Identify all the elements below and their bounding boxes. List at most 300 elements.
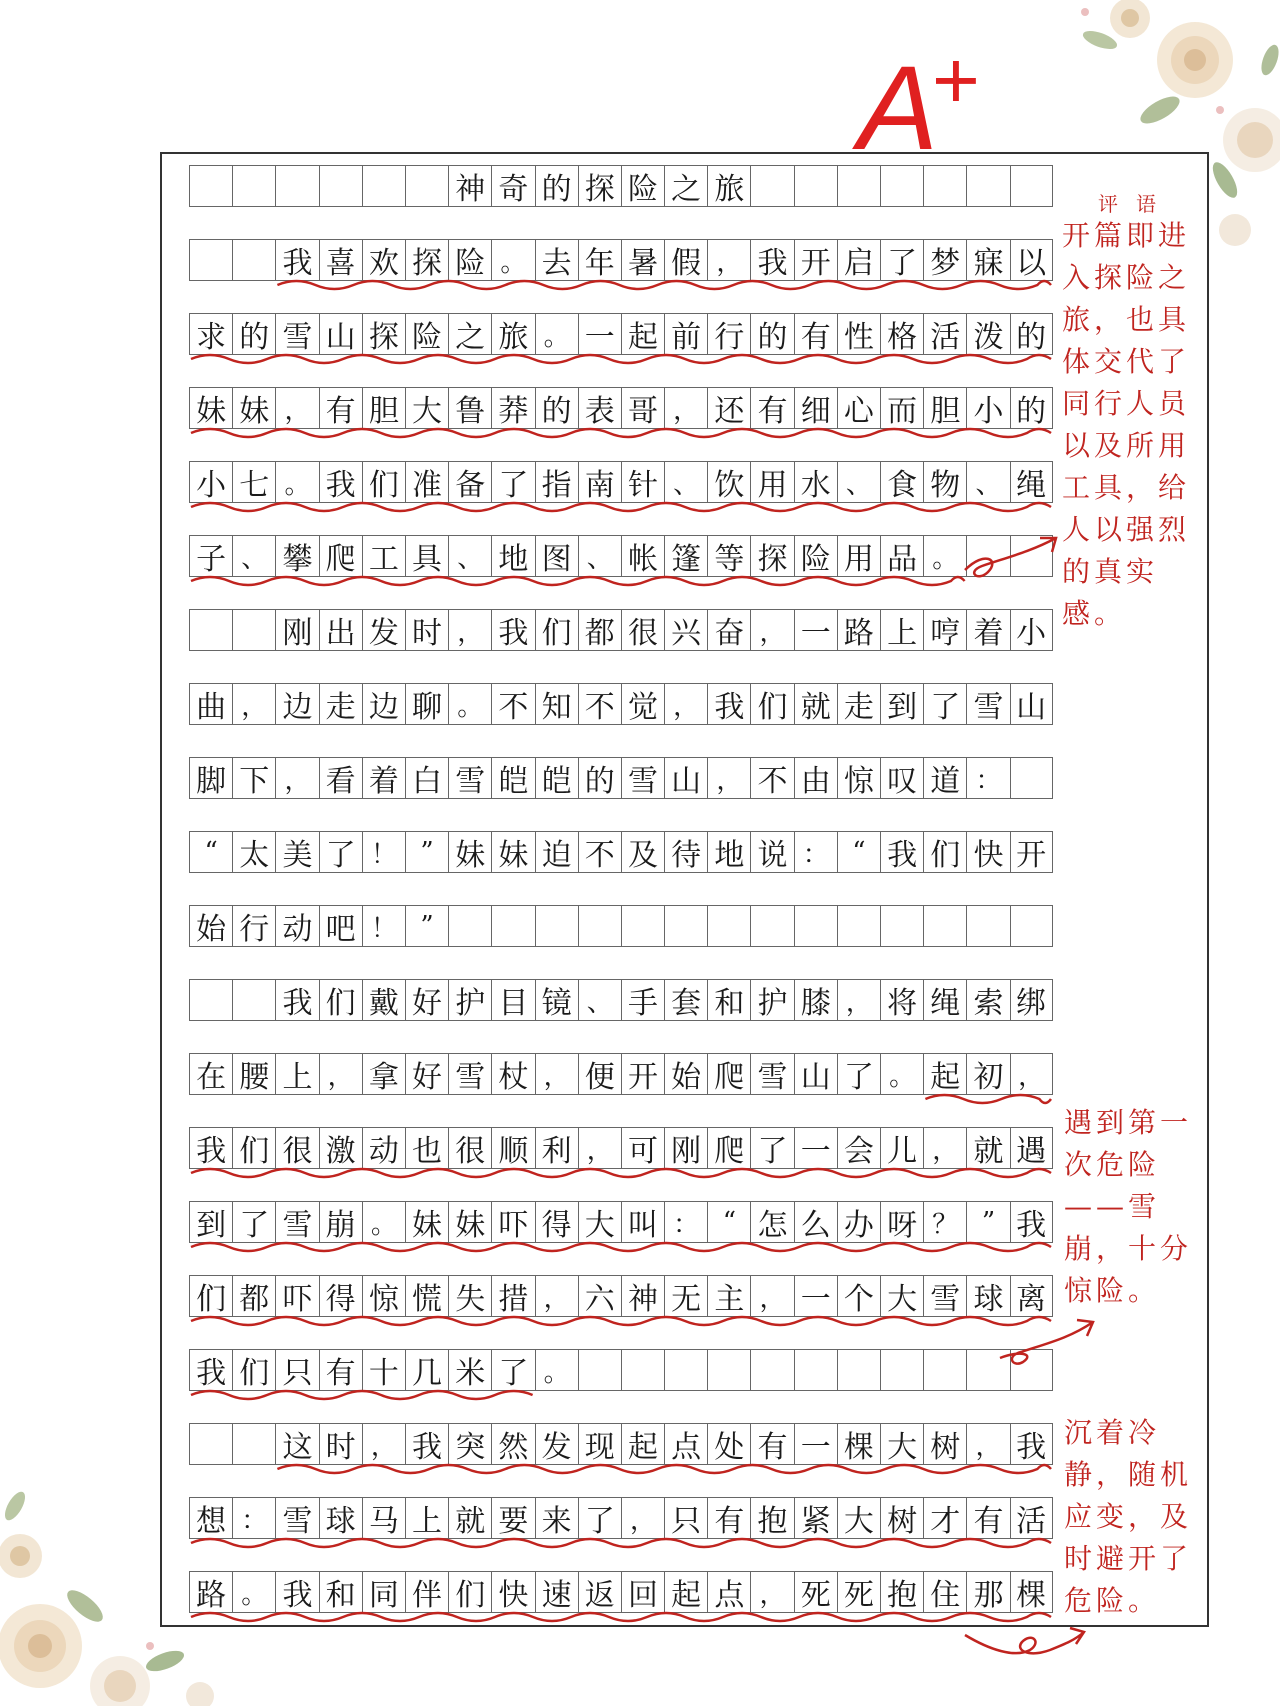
grid-cell: 行: [232, 906, 275, 946]
grid-cell: 梦: [923, 240, 966, 280]
grid-cell: 攀: [275, 536, 318, 576]
grid-cell: 十: [362, 1350, 405, 1390]
grid-cell: 始: [189, 906, 232, 946]
grid-cell: ，: [707, 240, 750, 280]
grid-cell: 寐: [966, 240, 1009, 280]
grid-cell: 会: [837, 1128, 880, 1168]
row-spacing: [189, 873, 1053, 905]
grid-cell: 不: [750, 758, 793, 798]
grid-cell: 只: [275, 1350, 318, 1390]
grid-cell: [837, 906, 880, 946]
grid-cell: 雪: [448, 1054, 491, 1094]
grid-cell: 们: [232, 1128, 275, 1168]
grid-cell: [664, 1350, 707, 1390]
grid-cell: ，: [362, 1424, 405, 1464]
grid-cell: 起: [621, 1424, 664, 1464]
grid-cell: 起: [664, 1572, 707, 1612]
grid-cell: 怎: [750, 1202, 793, 1242]
essay-line: [189, 831, 1053, 905]
grid-cells: [189, 387, 1053, 429]
grid-cell: 曲: [189, 684, 232, 724]
grid-cell: 子: [189, 536, 232, 576]
grid-cell: 爬: [319, 536, 362, 576]
grid-cell: 始: [664, 1054, 707, 1094]
grid-cell: 指: [535, 462, 578, 502]
grid-cell: 工: [362, 536, 405, 576]
grid-cell: 护: [448, 980, 491, 1020]
grid-cell: 。: [275, 462, 318, 502]
grid-cell: 、: [578, 536, 621, 576]
grid-cell: 行: [707, 314, 750, 354]
grid-cell: 我: [275, 980, 318, 1020]
grid-cell: 的: [750, 314, 793, 354]
grid-cell: ，: [535, 1276, 578, 1316]
grid-cell: 们: [448, 1572, 491, 1612]
grid-cell: 同: [362, 1572, 405, 1612]
grid-cell: 们: [319, 980, 362, 1020]
grid-cell: 死: [794, 1572, 837, 1612]
red-wavy-underline: [189, 1609, 1053, 1629]
grid-cell: 看: [319, 758, 362, 798]
grid-cell: 不: [491, 684, 534, 724]
grid-cell: 紧: [794, 1498, 837, 1538]
grid-cell: 道: [923, 758, 966, 798]
grid-cell: ，: [707, 758, 750, 798]
grid-cell: 爬: [707, 1054, 750, 1094]
grid-cell: 备: [448, 462, 491, 502]
grid-cells: [189, 757, 1053, 799]
grid-cell: 、: [448, 536, 491, 576]
red-wavy-underline: [189, 351, 1053, 371]
grid-cell: 抱: [880, 1572, 923, 1612]
grid-cell: [923, 1350, 966, 1390]
grid-cell: 。: [923, 536, 966, 576]
grid-cell: 山: [1010, 684, 1053, 724]
grid-cell: 奇: [491, 166, 534, 206]
grid-cell: ”: [405, 832, 448, 872]
grid-cell: ：: [966, 758, 1009, 798]
grid-cell: ，: [966, 1424, 1009, 1464]
grid-cell: 索: [966, 980, 1009, 1020]
row-spacing: [189, 725, 1053, 757]
grid-cell: 白: [405, 758, 448, 798]
grid-cell: ，: [232, 684, 275, 724]
grid-cell: 、: [664, 462, 707, 502]
grid-cell: 想: [189, 1498, 232, 1538]
grid-cell: 我: [750, 240, 793, 280]
grid-cell: 假: [664, 240, 707, 280]
grid-cell: ：: [232, 1498, 275, 1538]
red-wavy-underline: [189, 1239, 1053, 1259]
grid-cells: [189, 683, 1053, 725]
grid-cell: 慌: [405, 1276, 448, 1316]
grid-cell: 妹: [448, 1202, 491, 1242]
grid-cell: [1010, 166, 1053, 206]
grid-cell: ！: [362, 832, 405, 872]
wavy-line-segment: [191, 503, 1051, 511]
grid-cell: 妹: [448, 832, 491, 872]
wavy-line-segment: [191, 1391, 533, 1399]
grid-cell: ：: [794, 832, 837, 872]
essay-line: [189, 1127, 1053, 1201]
grid-cells: [189, 1127, 1053, 1169]
grid-cell: 妹: [491, 832, 534, 872]
grid-cell: [578, 906, 621, 946]
grid-cell: [966, 166, 1009, 206]
grid-cell: [1010, 906, 1053, 946]
grid-cell: 镜: [535, 980, 578, 1020]
grid-cell: 雪: [448, 758, 491, 798]
grid-cell: 几: [405, 1350, 448, 1390]
grid-cell: 到: [880, 684, 923, 724]
grid-cell: 雪: [750, 1054, 793, 1094]
red-wavy-underline: [189, 1461, 1053, 1481]
grid-cell: 办: [837, 1202, 880, 1242]
grid-cell: 的: [535, 166, 578, 206]
grid-cell: 才: [923, 1498, 966, 1538]
grid-cell: 了: [578, 1498, 621, 1538]
grid-cell: 太: [232, 832, 275, 872]
grid-cell: [1010, 758, 1053, 798]
grid-cell: ，: [750, 1572, 793, 1612]
grid-cell: 快: [966, 832, 1009, 872]
grid-cells: [189, 979, 1053, 1021]
essay-line: [189, 1349, 1053, 1423]
grid-cell: 有: [750, 388, 793, 428]
grid-cells: [189, 313, 1053, 355]
red-wavy-underline: [189, 1535, 1053, 1555]
grid-cell: 胆: [362, 388, 405, 428]
grade-plus-sign: +: [932, 35, 980, 126]
grid-cell: 和: [319, 1572, 362, 1612]
grid-cell: ？: [923, 1202, 966, 1242]
wavy-line-segment: [191, 1613, 1051, 1621]
grid-cell: 们: [750, 684, 793, 724]
grid-cells: [189, 609, 1053, 651]
wavy-line-segment: [191, 1539, 1051, 1547]
grid-cells: [189, 461, 1053, 503]
grid-cell: [232, 1424, 275, 1464]
grid-cell: 叫: [621, 1202, 664, 1242]
grid-cells: [189, 1201, 1053, 1243]
red-wavy-underline: [189, 573, 1053, 593]
grid-cell: 莽: [491, 388, 534, 428]
grid-cell: 哼: [923, 610, 966, 650]
grid-cell: 有: [319, 1350, 362, 1390]
grid-cell: 好: [405, 1054, 448, 1094]
grid-cell: 大: [578, 1202, 621, 1242]
grid-cell: 。: [535, 314, 578, 354]
grid-cell: 拿: [362, 1054, 405, 1094]
grid-cell: 脚: [189, 758, 232, 798]
grid-cell: [750, 906, 793, 946]
grid-cell: 格: [880, 314, 923, 354]
grid-cell: 六: [578, 1276, 621, 1316]
grid-cell: ”: [405, 906, 448, 946]
grid-cell: 边: [362, 684, 405, 724]
grid-cells: [189, 1275, 1053, 1317]
grid-cell: 皑: [491, 758, 534, 798]
grid-cell: 南: [578, 462, 621, 502]
grid-cell: 突: [448, 1424, 491, 1464]
grid-cell: 了: [923, 684, 966, 724]
wavy-line-segment: [191, 1317, 1051, 1325]
grid-cell: [275, 166, 318, 206]
grid-cell: [189, 1424, 232, 1464]
grid-cell: 抱: [750, 1498, 793, 1538]
grid-cell: 膝: [794, 980, 837, 1020]
grid-cell: 我: [1010, 1202, 1053, 1242]
grid-cell: 将: [880, 980, 923, 1020]
grid-cell: ，: [923, 1128, 966, 1168]
red-wavy-underline: [189, 1165, 1053, 1185]
grid-cell: 边: [275, 684, 318, 724]
grid-cell: 、: [966, 462, 1009, 502]
grid-cell: 兴: [664, 610, 707, 650]
grid-cell: 旅: [707, 166, 750, 206]
grid-cell: 们: [189, 1276, 232, 1316]
grid-cell: 了: [750, 1128, 793, 1168]
grid-cell: 的: [1010, 388, 1053, 428]
grid-cell: 去: [535, 240, 578, 280]
grid-cell: [621, 1350, 664, 1390]
grid-cell: 处: [707, 1424, 750, 1464]
grid-cell: 下: [232, 758, 275, 798]
essay-line: [189, 979, 1053, 1053]
grid-cell: 针: [621, 462, 664, 502]
grid-cell: 好: [405, 980, 448, 1020]
grid-cell: 奋: [707, 610, 750, 650]
grid-cell: 险: [794, 536, 837, 576]
grid-cell: 而: [880, 388, 923, 428]
grid-cell: 起: [621, 314, 664, 354]
grid-cell: 刚: [275, 610, 318, 650]
grid-cell: 了: [491, 1350, 534, 1390]
grid-cell: 了: [232, 1202, 275, 1242]
grid-cell: 险: [621, 166, 664, 206]
grid-cell: 有: [319, 388, 362, 428]
grid-cell: 一: [794, 1128, 837, 1168]
wavy-line-segment: [191, 355, 1051, 363]
grid-cell: [880, 906, 923, 946]
grid-cell: 山: [794, 1054, 837, 1094]
grid-cell: 就: [794, 684, 837, 724]
grid-cell: 性: [837, 314, 880, 354]
grid-cell: 儿: [880, 1128, 923, 1168]
grid-cell: [794, 166, 837, 206]
grid-cell: 哥: [621, 388, 664, 428]
grid-cell: 到: [189, 1202, 232, 1242]
grid-cell: 的: [578, 758, 621, 798]
grid-cell: 妹: [189, 388, 232, 428]
grid-cell: [750, 166, 793, 206]
grid-cell: 妹: [232, 388, 275, 428]
grid-cell: 时: [405, 610, 448, 650]
red-wavy-underline: [189, 1313, 1053, 1333]
grid-cell: 用: [837, 536, 880, 576]
grid-cell: 旅: [491, 314, 534, 354]
grid-cell: 说: [750, 832, 793, 872]
grid-cell: 绑: [1010, 980, 1053, 1020]
grid-cell: [232, 166, 275, 206]
grid-cells: [189, 1349, 1053, 1391]
grid-cell: 着: [362, 758, 405, 798]
grid-cell: [837, 166, 880, 206]
grid-cell: 雪: [275, 1202, 318, 1242]
grid-cell: 。: [535, 1350, 578, 1390]
grid-cell: 回: [621, 1572, 664, 1612]
grid-cell: 动: [362, 1128, 405, 1168]
grid-cell: 地: [491, 536, 534, 576]
essay-title-row: [189, 165, 1053, 239]
grid-cell: [189, 166, 232, 206]
grid-cell: 以: [1010, 240, 1053, 280]
grid-cell: ，: [319, 1054, 362, 1094]
grid-cell: 上: [275, 1054, 318, 1094]
grid-cell: 胆: [923, 388, 966, 428]
grid-cell: 待: [664, 832, 707, 872]
grid-cell: 球: [966, 1276, 1009, 1316]
grid-cell: [362, 166, 405, 206]
essay-line: [189, 1497, 1053, 1571]
grid-cell: 米: [448, 1350, 491, 1390]
grid-cell: 得: [319, 1276, 362, 1316]
grid-cell: 很: [448, 1128, 491, 1168]
teacher-comment-1: 开篇即进 入探险之 旅，也具 体交代了 同行人员 以及所用 工具，给 人以强烈 的真实 感。: [1062, 219, 1191, 630]
grid-cell: “: [189, 832, 232, 872]
grid-cell: 的: [232, 314, 275, 354]
grid-cell: 手: [621, 980, 664, 1020]
grid-cell: 。: [491, 240, 534, 280]
grid-cell: [189, 980, 232, 1020]
grid-cell: [232, 240, 275, 280]
grid-cell: 的: [535, 388, 578, 428]
grid-cell: [319, 166, 362, 206]
grid-cell: 皑: [535, 758, 578, 798]
row-spacing: [189, 799, 1053, 831]
grid-cell: 爬: [707, 1128, 750, 1168]
grid-cell: 得: [535, 1202, 578, 1242]
grid-cell: 。: [880, 1054, 923, 1094]
grid-cell: 用: [750, 462, 793, 502]
grid-cell: 上: [880, 610, 923, 650]
grid-cell: 开: [621, 1054, 664, 1094]
grid-cell: 住: [923, 1572, 966, 1612]
annotation-arrow-1: [960, 530, 1070, 590]
grid-cell: 迫: [535, 832, 578, 872]
grid-cell: 图: [535, 536, 578, 576]
grid-cell: 我: [189, 1350, 232, 1390]
grid-cell: 神: [621, 1276, 664, 1316]
grid-cell: 叹: [880, 758, 923, 798]
essay-line: [189, 387, 1053, 461]
grid-cell: 探: [578, 166, 621, 206]
grid-cell: 激: [319, 1128, 362, 1168]
grid-cell: 准: [405, 462, 448, 502]
essay-line: [189, 313, 1053, 387]
grid-cell: 大: [880, 1424, 923, 1464]
grid-cell: 心: [837, 388, 880, 428]
grid-cell: [232, 980, 275, 1020]
grid-cell: 等: [707, 536, 750, 576]
grid-cell: 有: [750, 1424, 793, 1464]
grid-cell: 之: [664, 166, 707, 206]
teacher-comment-3: 沉着冷 静，随机 应变，及 时避开了 危险。: [1064, 1416, 1193, 1617]
grid-cell: [707, 1350, 750, 1390]
grid-cell: 一: [794, 610, 837, 650]
grid-cell: ，: [578, 1128, 621, 1168]
grid-cell: 来: [535, 1498, 578, 1538]
grid-cell: 有: [794, 314, 837, 354]
grid-cell: 绳: [923, 980, 966, 1020]
grid-cell: 探: [362, 314, 405, 354]
grid-cell: 呀: [880, 1202, 923, 1242]
grid-cell: 我: [1010, 1424, 1053, 1464]
grid-cell: 吧: [319, 906, 362, 946]
grid-cell: 也: [405, 1128, 448, 1168]
grid-cell: 惊: [362, 1276, 405, 1316]
grid-cell: 觉: [621, 684, 664, 724]
grid-cell: 着: [966, 610, 1009, 650]
grid-cell: 前: [664, 314, 707, 354]
grid-cell: 初: [966, 1054, 1009, 1094]
essay-line: [189, 1201, 1053, 1275]
grid-cell: 发: [362, 610, 405, 650]
grid-cell: 山: [664, 758, 707, 798]
grid-cell: [923, 166, 966, 206]
grid-cell: 雪: [621, 758, 664, 798]
row-spacing: [189, 207, 1053, 239]
grid-cell: [621, 906, 664, 946]
grid-cell: 上: [405, 1498, 448, 1538]
red-wavy-underline: [189, 1091, 1053, 1111]
essay-line: [189, 683, 1053, 757]
annotation-arrow-2: [995, 1310, 1105, 1370]
grid-cell: 帐: [621, 536, 664, 576]
grid-cells: [189, 1497, 1053, 1539]
essay-line: [189, 1423, 1053, 1497]
grid-cell: 了: [319, 832, 362, 872]
row-spacing: [189, 651, 1053, 683]
annotation-arrow-3: [960, 1620, 1090, 1670]
teacher-comment-2: 遇到第一 次危险 ——雪 崩，十分 惊险。: [1064, 1106, 1193, 1307]
grid-cell: 妹: [405, 1202, 448, 1242]
grid-cell: “: [837, 832, 880, 872]
grid-cell: 走: [319, 684, 362, 724]
grid-cell: 活: [1010, 1498, 1053, 1538]
wavy-line-segment: [925, 1095, 1051, 1103]
grid-cell: [189, 610, 232, 650]
grid-cell: ，: [750, 610, 793, 650]
grid-cell: 们: [923, 832, 966, 872]
grid-cell: 返: [578, 1572, 621, 1612]
grid-cell: 雪: [923, 1276, 966, 1316]
essay-line: [189, 757, 1053, 831]
grid-cell: 具: [405, 536, 448, 576]
grid-cell: 路: [837, 610, 880, 650]
grid-cell: 雪: [275, 314, 318, 354]
grid-cell: 可: [621, 1128, 664, 1168]
red-wavy-underline: [189, 499, 1053, 519]
grid-cell: 鲁: [448, 388, 491, 428]
grid-cell: 篷: [664, 536, 707, 576]
grid-cell: ，: [535, 1054, 578, 1094]
essay-line: [189, 609, 1053, 683]
grid-cell: 有: [707, 1498, 750, 1538]
comment-title: 评语: [1098, 192, 1174, 216]
grid-cell: 饮: [707, 462, 750, 502]
grid-cell: ！: [362, 906, 405, 946]
